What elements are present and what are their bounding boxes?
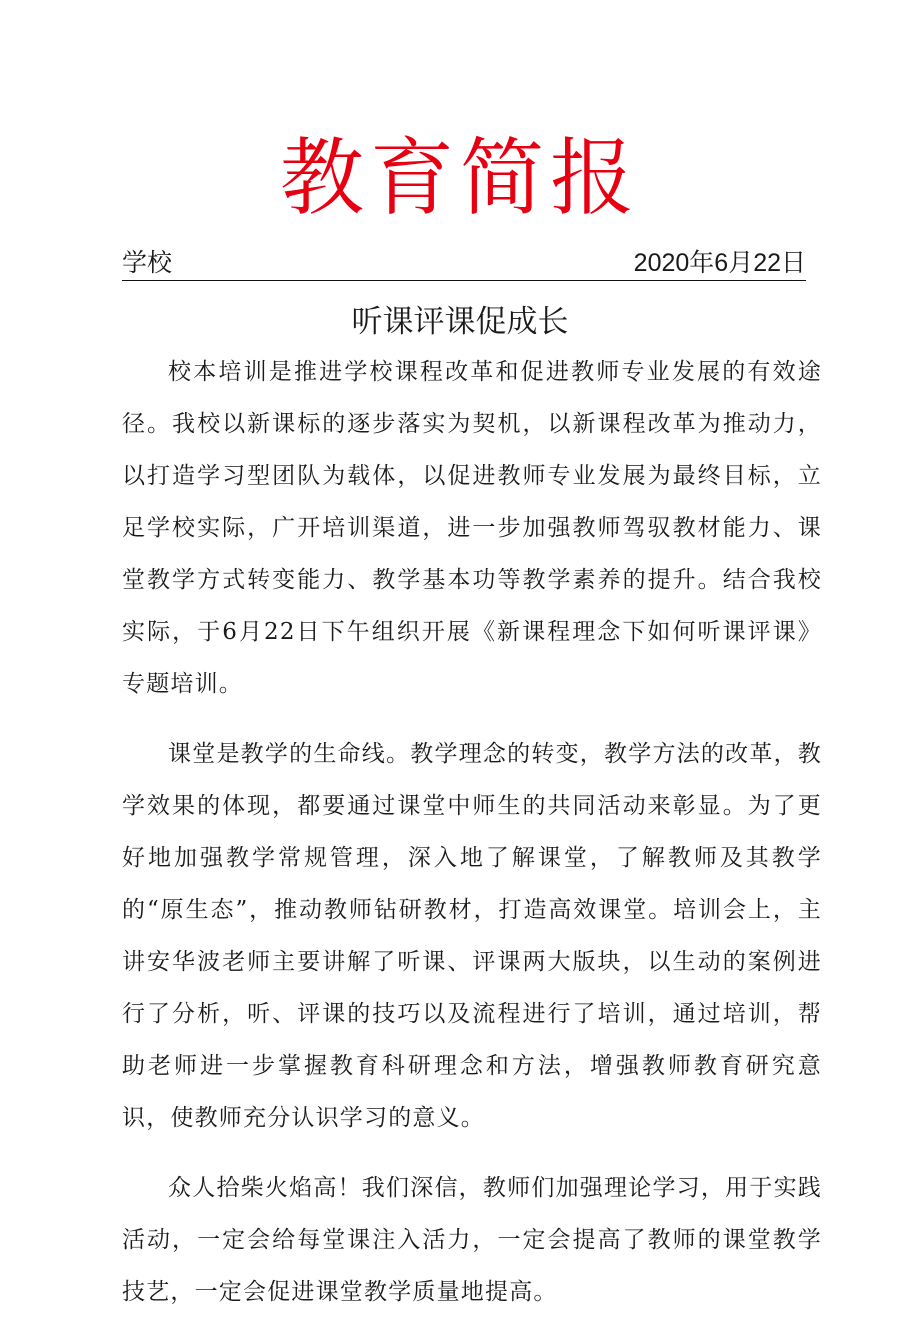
paragraph-2: 课堂是教学的生命线。教学理念的转变，教学方法的改革，教学效果的体现，都要通过课堂中师生的共同活动来彰显。为了更好地加强教学常规管理，深入地了解课堂，了解教师及其教学的“原生态”，推动教师钻研教材，打造高效课堂。培训会上，主讲安华波老师主要讲解了听课、评课两大版块，以生动的案例进行了分析，听、评课的技巧以及流程进行了培训，通过培训，帮助老师进一步掌握教育科研理念和方法，增强教师教育研究意识，使教师充分认识学习的意义。 [122,741,822,1131]
article-body [122,346,822,1318]
article-title: 听课评课促成长 [351,304,569,340]
meta-line [122,246,806,281]
paragraph-3: 众人拾柴火焰高！我们深信，教师们加强理论学习，用于实践活动，一定会给每堂课注入活力，一定会提高了教师的课堂教学技艺，一定会促进课堂教学质量地提高。 [122,1175,822,1305]
masthead-title: 教育简报 [279,129,640,227]
school-label: 学校 [122,248,173,277]
paragraph-1: 校本培训是推进学校课程改革和促进教师专业发展的有效途径。我校以新课标的逐步落实为契机，以新课程改革为推动力，以打造学习型团队为载体，以促进教师专业发展为最终目标，立足学校实际，广开培训渠道，进一步加强教师驾驭教材能力、课堂教学方式转变能力、教学基本功等教学素养的提升。结合我校实际，于6月22日下午组织开展《新课程理念下如何听课评课》专题培训。 [122,359,822,697]
issue-date: 2020年6月22日 [633,249,806,277]
